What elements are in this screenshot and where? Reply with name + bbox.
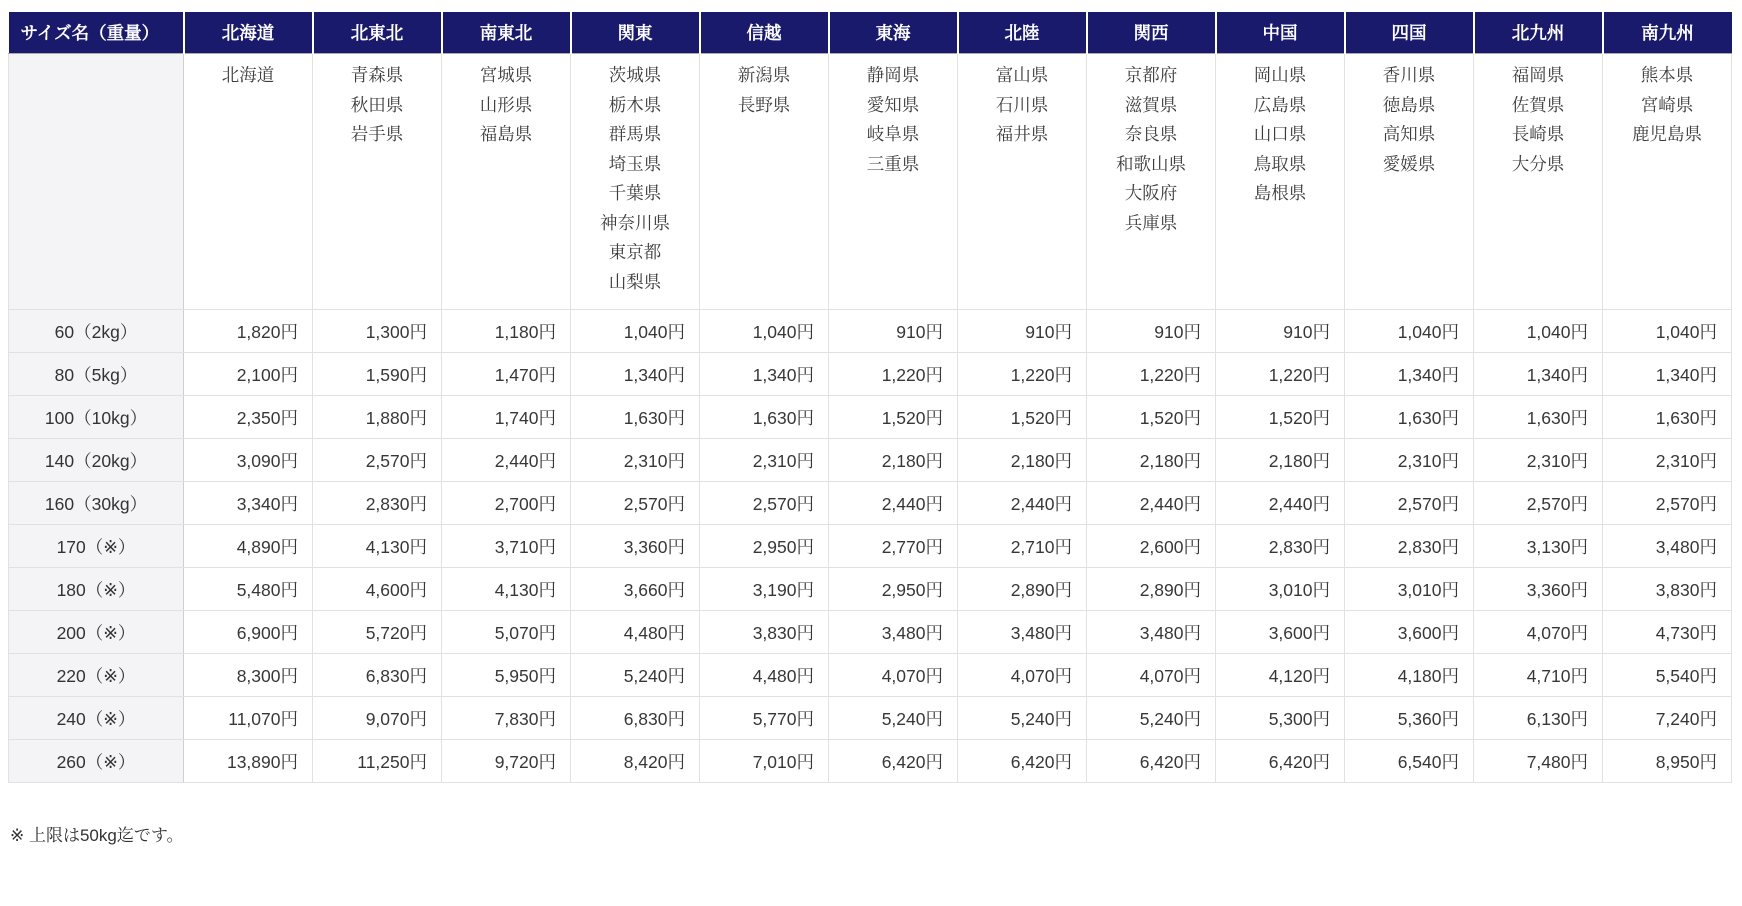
region-header-9: 四国 [1345, 12, 1474, 54]
price-row-3 [9, 439, 1732, 482]
prefecture-name: 山形県 [479, 94, 533, 115]
prefecture-name: 兵庫県 [1124, 212, 1178, 233]
size-label: 220（※） [9, 654, 184, 697]
price-cell: 4,070円 [1474, 611, 1603, 654]
prefecture-name: 岡山県 [1253, 65, 1307, 85]
prefecture-list-10 [1474, 54, 1603, 310]
price-cell: 6,830円 [313, 654, 442, 697]
price-cell: 2,310円 [571, 439, 700, 482]
price-cell: 5,300円 [1216, 697, 1345, 740]
region-header-row [9, 12, 1732, 54]
price-cell: 2,310円 [700, 439, 829, 482]
prefecture-name: 和歌山県 [1116, 153, 1186, 174]
table-body [9, 54, 1732, 783]
prefecture-name: 福岡県 [1511, 65, 1565, 85]
price-cell: 8,950円 [1603, 740, 1732, 783]
price-cell: 4,070円 [829, 654, 958, 697]
price-cell: 5,950円 [442, 654, 571, 697]
price-row-1 [9, 353, 1732, 396]
prefecture-name: 新潟県 [737, 65, 791, 85]
region-header-3: 関東 [571, 12, 700, 54]
size-label: 100（10kg） [9, 396, 184, 439]
price-cell: 3,830円 [1603, 568, 1732, 611]
prefecture-name: 千葉県 [608, 183, 662, 203]
region-header-0: 北海道 [184, 12, 313, 54]
price-cell: 1,040円 [1603, 310, 1732, 353]
price-cell: 6,420円 [829, 740, 958, 783]
price-cell: 4,070円 [1087, 654, 1216, 697]
price-cell: 6,130円 [1474, 697, 1603, 740]
price-row-8 [9, 654, 1732, 697]
prefecture-name: 山口県 [1253, 124, 1307, 144]
region-header-6: 北陸 [958, 12, 1087, 54]
prefecture-name: 栃木県 [608, 94, 662, 115]
price-cell: 1,630円 [1345, 396, 1474, 439]
price-cell: 3,480円 [829, 611, 958, 654]
price-cell: 1,740円 [442, 396, 571, 439]
price-cell: 1,520円 [958, 396, 1087, 439]
price-cell: 4,600円 [313, 568, 442, 611]
price-cell: 7,010円 [700, 740, 829, 783]
prefecture-row-label-cell [9, 54, 184, 310]
price-cell: 1,630円 [1603, 396, 1732, 439]
region-header-4: 信越 [700, 12, 829, 54]
price-cell: 1,220円 [1087, 353, 1216, 396]
price-cell: 1,470円 [442, 353, 571, 396]
prefecture-name: 石川県 [995, 94, 1049, 115]
size-weight-header: サイズ名（重量） [9, 12, 184, 54]
prefecture-name: 福井県 [995, 124, 1049, 144]
prefecture-name: 北海道 [221, 65, 275, 85]
price-cell: 7,480円 [1474, 740, 1603, 783]
price-cell: 6,420円 [958, 740, 1087, 783]
price-row-4 [9, 482, 1732, 525]
price-cell: 2,600円 [1087, 525, 1216, 568]
price-cell: 1,040円 [700, 310, 829, 353]
price-cell: 3,010円 [1345, 568, 1474, 611]
price-cell: 6,540円 [1345, 740, 1474, 783]
prefecture-name: 滋賀県 [1124, 94, 1178, 115]
price-cell: 1,300円 [313, 310, 442, 353]
price-cell: 5,240円 [571, 654, 700, 697]
price-cell: 3,710円 [442, 525, 571, 568]
price-cell: 910円 [1087, 310, 1216, 353]
price-cell: 5,720円 [313, 611, 442, 654]
price-cell: 2,310円 [1474, 439, 1603, 482]
price-row-7 [9, 611, 1732, 654]
size-label: 240（※） [9, 697, 184, 740]
price-cell: 2,570円 [700, 482, 829, 525]
price-cell: 6,830円 [571, 697, 700, 740]
price-cell: 4,710円 [1474, 654, 1603, 697]
price-row-6 [9, 568, 1732, 611]
price-cell: 1,340円 [700, 353, 829, 396]
price-cell: 3,660円 [571, 568, 700, 611]
price-cell: 3,360円 [1474, 568, 1603, 611]
price-cell: 2,440円 [442, 439, 571, 482]
prefecture-name: 青森県 [350, 65, 404, 85]
price-row-2 [9, 396, 1732, 439]
price-cell: 5,360円 [1345, 697, 1474, 740]
price-cell: 2,440円 [829, 482, 958, 525]
price-cell: 11,250円 [313, 740, 442, 783]
prefecture-name: 鳥取県 [1253, 153, 1307, 174]
price-cell: 2,570円 [571, 482, 700, 525]
price-cell: 3,360円 [571, 525, 700, 568]
size-label: 180（※） [9, 568, 184, 611]
price-cell: 1,880円 [313, 396, 442, 439]
prefecture-name: 熊本県 [1640, 65, 1694, 85]
prefecture-list-7 [1087, 54, 1216, 310]
price-cell: 4,130円 [313, 525, 442, 568]
size-label: 170（※） [9, 525, 184, 568]
prefecture-name: 大分県 [1511, 153, 1565, 174]
prefecture-name: 大阪府 [1124, 183, 1178, 203]
price-cell: 1,220円 [829, 353, 958, 396]
price-cell: 2,310円 [1345, 439, 1474, 482]
price-cell: 2,440円 [1087, 482, 1216, 525]
price-cell: 3,830円 [700, 611, 829, 654]
prefecture-list-9 [1345, 54, 1474, 310]
shipping-rate-table [8, 12, 1732, 783]
prefecture-name: 神奈川県 [600, 212, 670, 233]
price-row-0 [9, 310, 1732, 353]
price-cell: 2,830円 [1216, 525, 1345, 568]
price-cell: 1,340円 [1345, 353, 1474, 396]
prefecture-name: 秋田県 [350, 94, 404, 115]
price-cell: 7,240円 [1603, 697, 1732, 740]
price-row-9 [9, 697, 1732, 740]
price-cell: 2,440円 [958, 482, 1087, 525]
price-row-10 [9, 740, 1732, 783]
prefecture-name: 長崎県 [1511, 124, 1565, 144]
price-cell: 5,240円 [958, 697, 1087, 740]
price-cell: 9,720円 [442, 740, 571, 783]
prefecture-list-8 [1216, 54, 1345, 310]
price-cell: 1,040円 [1345, 310, 1474, 353]
prefecture-name: 広島県 [1253, 94, 1307, 115]
prefecture-name: 静岡県 [866, 65, 920, 85]
price-cell: 3,600円 [1216, 611, 1345, 654]
price-cell: 1,630円 [571, 396, 700, 439]
price-cell: 2,710円 [958, 525, 1087, 568]
price-cell: 2,890円 [1087, 568, 1216, 611]
price-cell: 2,770円 [829, 525, 958, 568]
price-cell: 910円 [829, 310, 958, 353]
prefecture-list-1 [313, 54, 442, 310]
price-cell: 2,350円 [184, 396, 313, 439]
prefecture-name: 富山県 [995, 65, 1049, 85]
region-header-8: 中国 [1216, 12, 1345, 54]
price-cell: 3,480円 [958, 611, 1087, 654]
price-cell: 1,220円 [958, 353, 1087, 396]
size-label: 140（20kg） [9, 439, 184, 482]
price-cell: 3,190円 [700, 568, 829, 611]
price-cell: 910円 [1216, 310, 1345, 353]
prefecture-name: 京都府 [1124, 65, 1178, 85]
prefecture-name: 愛媛県 [1382, 153, 1436, 174]
prefecture-name: 茨城県 [608, 65, 662, 85]
region-header-1: 北東北 [313, 12, 442, 54]
price-cell: 3,480円 [1087, 611, 1216, 654]
prefecture-row [9, 54, 1732, 310]
price-cell: 11,070円 [184, 697, 313, 740]
price-cell: 4,480円 [700, 654, 829, 697]
prefecture-name: 埼玉県 [608, 153, 662, 174]
prefecture-name: 鹿児島県 [1632, 124, 1702, 144]
price-cell: 5,480円 [184, 568, 313, 611]
price-cell: 2,950円 [700, 525, 829, 568]
price-cell: 2,830円 [313, 482, 442, 525]
prefecture-name: 奈良県 [1124, 124, 1178, 144]
price-cell: 9,070円 [313, 697, 442, 740]
price-cell: 2,310円 [1603, 439, 1732, 482]
prefecture-name: 東京都 [608, 242, 662, 262]
size-label: 160（30kg） [9, 482, 184, 525]
prefecture-name: 佐賀県 [1511, 94, 1565, 115]
price-cell: 1,220円 [1216, 353, 1345, 396]
price-cell: 13,890円 [184, 740, 313, 783]
price-cell: 8,300円 [184, 654, 313, 697]
price-cell: 1,590円 [313, 353, 442, 396]
prefecture-name: 三重県 [866, 153, 920, 174]
price-cell: 6,900円 [184, 611, 313, 654]
price-cell: 2,700円 [442, 482, 571, 525]
price-cell: 3,480円 [1603, 525, 1732, 568]
price-cell: 3,130円 [1474, 525, 1603, 568]
price-cell: 2,440円 [1216, 482, 1345, 525]
table-head [9, 12, 1732, 54]
prefecture-name: 長野県 [737, 94, 791, 115]
prefecture-name: 愛知県 [866, 94, 920, 115]
prefecture-list-5 [829, 54, 958, 310]
price-cell: 1,520円 [1087, 396, 1216, 439]
price-cell: 1,340円 [1474, 353, 1603, 396]
price-cell: 2,570円 [313, 439, 442, 482]
price-row-5 [9, 525, 1732, 568]
size-label: 260（※） [9, 740, 184, 783]
price-cell: 1,340円 [1603, 353, 1732, 396]
price-cell: 1,040円 [571, 310, 700, 353]
prefecture-list-11 [1603, 54, 1732, 310]
price-cell: 2,890円 [958, 568, 1087, 611]
region-header-2: 南東北 [442, 12, 571, 54]
price-cell: 2,830円 [1345, 525, 1474, 568]
price-cell: 3,340円 [184, 482, 313, 525]
price-cell: 4,120円 [1216, 654, 1345, 697]
price-cell: 5,240円 [829, 697, 958, 740]
prefecture-list-0 [184, 54, 313, 310]
weight-limit-footnote: ※ 上限は50kg迄です。 [10, 826, 184, 845]
price-cell: 910円 [958, 310, 1087, 353]
prefecture-list-2 [442, 54, 571, 310]
price-cell: 6,420円 [1216, 740, 1345, 783]
prefecture-name: 宮崎県 [1640, 94, 1694, 115]
prefecture-name: 岩手県 [350, 124, 404, 144]
prefecture-list-3 [571, 54, 700, 310]
region-header-10: 北九州 [1474, 12, 1603, 54]
price-cell: 4,180円 [1345, 654, 1474, 697]
price-cell: 5,540円 [1603, 654, 1732, 697]
price-cell: 8,420円 [571, 740, 700, 783]
price-cell: 3,090円 [184, 439, 313, 482]
price-cell: 1,820円 [184, 310, 313, 353]
price-cell: 3,010円 [1216, 568, 1345, 611]
prefecture-name: 福島県 [479, 124, 533, 144]
price-cell: 4,070円 [958, 654, 1087, 697]
prefecture-name: 岐阜県 [866, 124, 920, 144]
price-cell: 1,630円 [700, 396, 829, 439]
price-cell: 4,130円 [442, 568, 571, 611]
region-header-5: 東海 [829, 12, 958, 54]
price-cell: 3,600円 [1345, 611, 1474, 654]
price-cell: 4,480円 [571, 611, 700, 654]
size-label: 200（※） [9, 611, 184, 654]
price-cell: 2,950円 [829, 568, 958, 611]
price-cell: 1,520円 [1216, 396, 1345, 439]
price-cell: 1,340円 [571, 353, 700, 396]
price-cell: 5,070円 [442, 611, 571, 654]
price-cell: 6,420円 [1087, 740, 1216, 783]
price-cell: 5,240円 [1087, 697, 1216, 740]
price-cell: 2,180円 [1216, 439, 1345, 482]
price-cell: 2,570円 [1603, 482, 1732, 525]
size-label: 60（2kg） [9, 310, 184, 353]
size-label: 80（5kg） [9, 353, 184, 396]
price-cell: 2,570円 [1474, 482, 1603, 525]
prefecture-list-4 [700, 54, 829, 310]
prefecture-name: 群馬県 [608, 124, 662, 144]
region-header-7: 関西 [1087, 12, 1216, 54]
price-cell: 2,180円 [829, 439, 958, 482]
price-cell: 1,520円 [829, 396, 958, 439]
price-cell: 1,180円 [442, 310, 571, 353]
price-cell: 5,770円 [700, 697, 829, 740]
prefecture-name: 山梨県 [608, 271, 662, 292]
price-cell: 4,730円 [1603, 611, 1732, 654]
prefecture-list-6 [958, 54, 1087, 310]
prefecture-name: 宮城県 [479, 65, 533, 85]
price-cell: 1,040円 [1474, 310, 1603, 353]
prefecture-name: 高知県 [1382, 124, 1436, 144]
price-cell: 2,570円 [1345, 482, 1474, 525]
region-header-11: 南九州 [1603, 12, 1732, 54]
prefecture-name: 徳島県 [1382, 94, 1436, 115]
prefecture-name: 島根県 [1253, 183, 1307, 203]
price-cell: 2,180円 [1087, 439, 1216, 482]
prefecture-name: 香川県 [1382, 65, 1436, 85]
price-cell: 1,630円 [1474, 396, 1603, 439]
price-cell: 2,100円 [184, 353, 313, 396]
price-cell: 4,890円 [184, 525, 313, 568]
price-cell: 7,830円 [442, 697, 571, 740]
price-cell: 2,180円 [958, 439, 1087, 482]
